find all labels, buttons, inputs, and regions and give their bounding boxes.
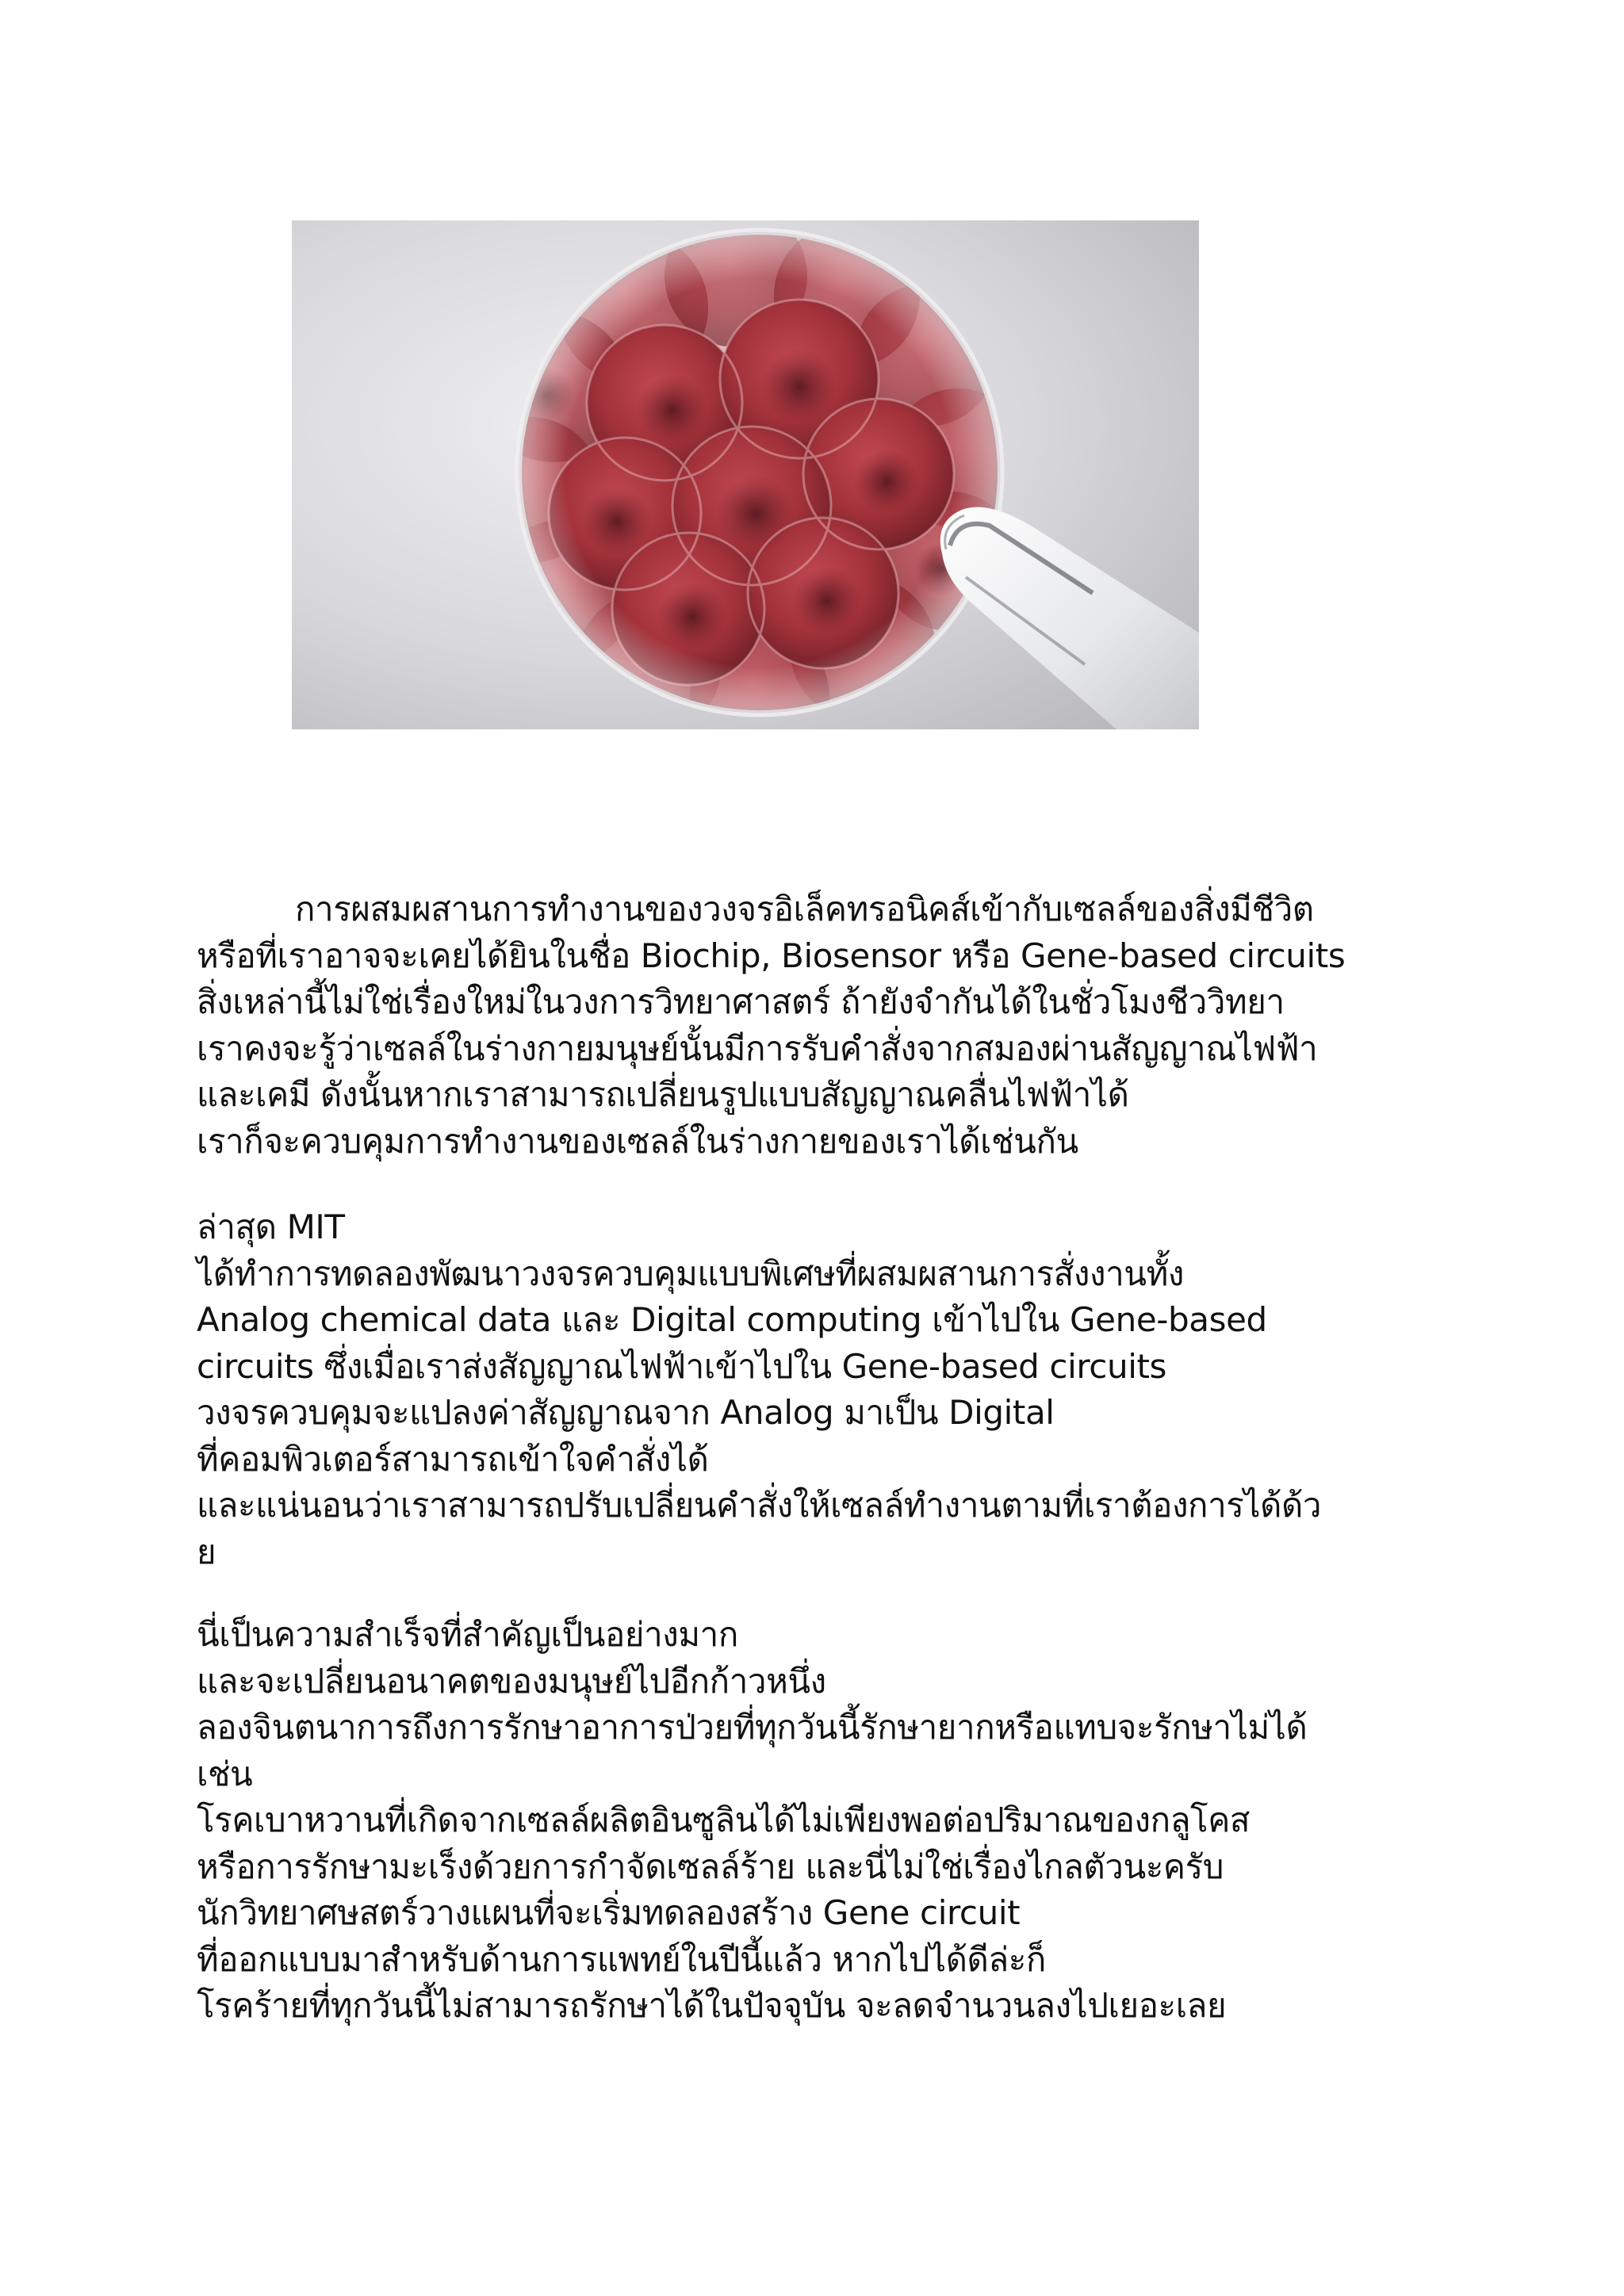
text-line: หรือที่เราอาจจะเคยได้ยินในชื่อ Biochip, Biosensor หรือ Gene-based circuits bbox=[197, 936, 1346, 975]
paragraph-intro bbox=[197, 886, 1434, 1165]
text-line: นี่เป็นความสำเร็จที่สำคัญเป็นอย่างมาก bbox=[197, 1615, 738, 1654]
text-line: สิ่งเหล่านี้ไม่ใช่เรื่องใหม่ในวงการวิทยาศาสตร์ ถ้ายังจำกันได้ในชั่วโมงชีววิทยา bbox=[197, 982, 1285, 1021]
text-line: ลองจินตนาการถึงการรักษาอาการป่วยที่ทุกวันนี้รักษายากหรือแทบจะรักษาไม่ได้ bbox=[197, 1708, 1308, 1747]
text-line: Analog chemical data และ Digital computing เข้าไปใน Gene-based bbox=[197, 1300, 1267, 1339]
paragraph-outlook bbox=[197, 1612, 1434, 2030]
text-line: ล่าสุด MIT bbox=[197, 1207, 345, 1246]
embryo-cells-photo bbox=[292, 220, 1199, 729]
text-line: และเคมี ดังนั้นหากเราสามารถเปลี่ยนรูปแบบสัญญาณคลื่นไฟฟ้าได้ bbox=[197, 1075, 1129, 1114]
text-line: วงจรควบคุมจะแปลงค่าสัญญาณจาก Analog มาเป็น Digital bbox=[197, 1393, 1055, 1432]
text-line: เราก็จะควบคุมการทำงานของเซลล์ในร่างกายของเราได้เช่นกัน bbox=[197, 1121, 1078, 1161]
text-line: นักวิทยาศษสตร์วางแผนที่จะเริ่มทดลองสร้าง Gene circuit bbox=[197, 1893, 1021, 1932]
text-line: โรคร้ายที่ทุกวันนี้ไม่สามารถรักษาได้ในปัจจุบัน จะลดจำนวนลงไปเยอะเลย bbox=[197, 1986, 1227, 2025]
text-line: ได้ทำการทดลองพัฒนาวงจรควบคุมแบบพิเศษที่ผสมผสานการสั่งงานทั้ง bbox=[197, 1253, 1185, 1293]
text-line: circuits ซึ่งเมื่อเราส่งสัญญาณไฟฟ้าเข้าไปใน Gene-based circuits bbox=[197, 1346, 1167, 1386]
text-line: และจะเปลี่ยนอนาคตของมนุษย์ไปอีกก้าวหนึ่ง bbox=[197, 1661, 826, 1701]
text-line: เช่น bbox=[197, 1754, 253, 1793]
text-line: ที่ออกแบบมาสำหรับด้านการแพทย์ในปีนี้แล้ว หากไปได้ดีล่ะก็ bbox=[197, 1939, 1046, 1979]
paragraph-mit bbox=[197, 1204, 1434, 1575]
text-line: หรือการรักษามะเร็งด้วยการกำจัดเซลล์ร้าย และนี่ไม่ใช่เรื่องไกลตัวนะครับ bbox=[197, 1846, 1224, 1886]
text-line: เราคงจะรู้ว่าเซลล์ในร่างกายมนุษย์นั้นมีการรับคำสั่งจากสมองผ่านสัญญาณไฟฟ้า bbox=[197, 1028, 1318, 1068]
text-line: และแน่นอนว่าเราสามารถปรับเปลี่ยนคำสั่งให้เซลล์ทำงานตามที่เราต้องการได้ด้ว bbox=[197, 1486, 1322, 1525]
text-line: การผสมผสานการทำงานของวงจรอิเล็คทรอนิคส์เข้ากับเซลล์ของสิ่งมีชีวิต bbox=[295, 890, 1314, 928]
text-line: โรคเบาหวานที่เกิดจากเซลล์ผลิตอินซูลินได้ไม่เพียงพอต่อปริมาณของกลูโคส bbox=[197, 1800, 1251, 1839]
text-line: ย bbox=[197, 1532, 216, 1571]
text-line: ที่คอมพิวเตอร์สามารถเข้าใจคำสั่งได้ bbox=[197, 1439, 709, 1479]
